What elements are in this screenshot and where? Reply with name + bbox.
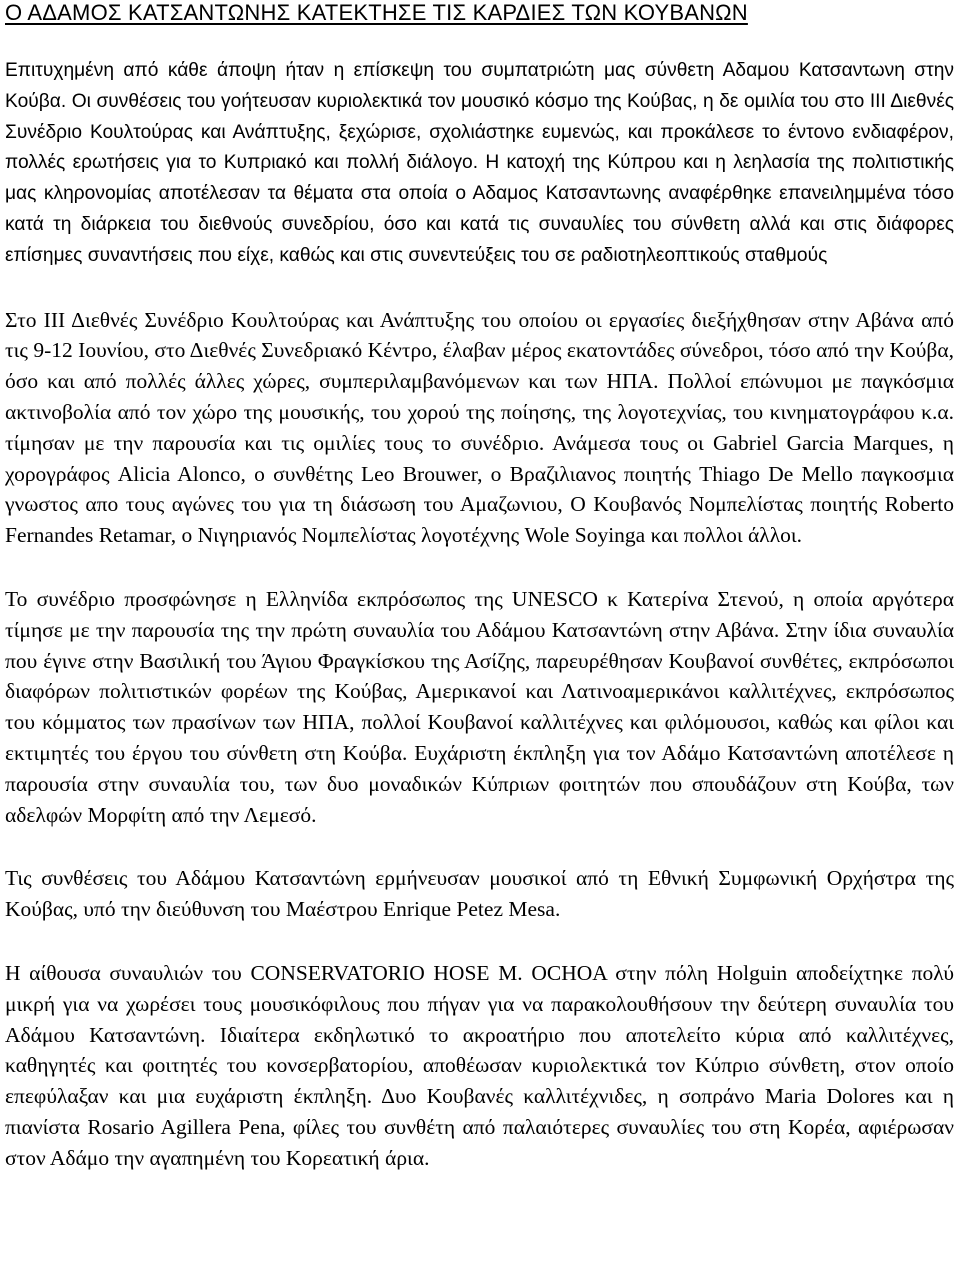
paragraph-second-concert: Η αίθουσα συναυλιών του CONSERVATORIO HOSE M. OCHOA στην πόλη Holguin αποδείχτηκε πολύ μικρή για να χωρέσει τους μουσικόφιλους που πήγαν για να παρακολουθήσουν την δεύτερη συναυλία του Αδάμου Κατσαντώνη. Ιδιαίτερα εκδηλωτικό το ακροατήριο που αποτελείτο κύρια από καλλιτέχνες, καθηγητές και φοιτητές του κονσερβατορίου, αποθέωσαν κυριολεκτικά τον Κύπριο σύνθετη, στον οποίο επεφύλαξαν και μια ευχάριστη έκπληξη. Δυο Κουβανές καλλιτέχνιδες, η σοπράνο Maria Dolores και η πιανίστα Rosario Agillera Pena, φίλες του συνθέτη από παλαιότερες συναυλίες του στη Κορέα, αφιέρωσαν στον Αδάμο την αγαπημένη του Κορεατική άρια. xyxy=(5,960,954,1170)
paragraph-visit-summary: Επιτυχημένη από κάθε άποψη ήταν η επίσκεψη του συμπατριώτη μας σύνθετη Αδαμου Κατσαντωνη στην Κούβα. Οι συνθέσεις του γοήτευσαν κυριολεκτικά τον μουσικό κόσμο της Κούβας, η δε ομιλία του στο ΙΙΙ Διεθνές Συνέδριο Κουλτούρας και Ανάπτυξης, ξεχώρισε, σχολιάστηκε ευμενώς, και προκάλεσε το έντονο ενδιαφέρον, πολλές ερωτήσεις για το Κυπριακό και πολλή διάλογο. Η κατοχή της Κύπρου και η λεηλασία της πολιτιστικής μας κληρονομίας αποτέλεσαν τα θέματα στα οποία ο Αδαμος Κατσαντωνης αναφέρθηκε επανειλημμένα τόσο κατά τη διάρκεια του διεθνούς συνεδρίου, όσο και κατά τις συναυλίες του σύνθετη αλλά και στις διάφορες επίσημες συναντήσεις που είχε, καθώς και στις συνεντεύξεις του σε ραδιοτηλεοπτικούς σταθμούς xyxy=(5,60,954,266)
paragraph-orchestra: Τις συνθέσεις του Αδάμου Κατσαντώνη ερμήνευσαν μουσικοί από τη Εθνική Συμφωνική Ορχήστρα της Κούβας, υπό την διεύθυνση του Μαέστρου Enrique Petez Mesa. xyxy=(5,866,954,922)
paragraph-congress: Στο ΙΙΙ Διεθνές Συνέδριο Κουλτούρας και Ανάπτυξης του οποίου οι εργασίες διεξήχθησαν στην Αβάνα από τις 9-12 Ιουνίου, στο Διεθνές Συνεδριακό Κέντρο, έλαβαν μέρος εκατοντάδες σύνεδροι, τόσο από την Κούβα, όσο και από πολλές άλλες χώρες, συμπεριλαμβανόμενων και των ΗΠΑ. Πολλοί επώνυμοι με παγκόσμια ακτινοβολία από τον χώρο της μουσικής, του χορού της ποίησης, της λογοτεχνίας, του κινηματογράφου κ.α. τίμησαν με την παρουσία και τις ομιλίες τους το συνέδριο. Ανάμεσα τους οι Gabriel Garcia Marques, η χορογράφος Alicia Alonco, ο συνθέτης Leo Brouwer, ο Βραζιλιανος ποιητής Thiago De Mello παγκοσμια γνωστος απο τους αγώνες του για τη διάσωση του Αμαζωνιου, Ο Κουβανός Νομπελίστας ποιητής Roberto Fernandes Retamar, ο Νιγηριανός Νομπελίστας λογοτέχνης Wole Soyinga και πολλοι άλλοι. xyxy=(5,307,954,548)
paragraph-first-concert: Το συνέδριο προσφώνησε η Ελληνίδα εκπρόσωπος της UNESCO κ Κατερίνα Στενού, η οποία αργότερα τίμησε με την παρουσία της την πρώτη συναυλία του Αδάμου Κατσαντώνη στην Αβάνα. Στην ίδια συναυλία που έγινε στην Βασιλική του Άγιου Φραγκίσκου της Ασίζης, παρευρέθησαν Κουβανοί συνθέτες, εκπρόσωποι διαφόρων πολιτιστικών φορέων της Κούβας, Αμερικανοί και Λατινοαμερικάνοι καλλιτέχνες, εκπρόσωπος του κόμματος των πρασίνων των ΗΠΑ, πολλοί Κουβανοί καλλιτέχνες και φιλόμουσοι, καθώς και φίλοι και εκτιμητές του έργου του σύνθετη στη Κούβα. Ευχάριστη έκπληξη για τον Αδάμο Κατσαντώνη αποτέλεσε η παρουσία στην συναυλία του, των δυο μοναδικών Κύπριων φοιτητών που σπουδάζουν στη Κούβα, των αδελφών Μορφίτη από την Λεμεσό. xyxy=(5,586,954,827)
document-title: Ο ΑΔΑΜΟΣ ΚΑΤΣΑΝΤΩΝΗΣ ΚΑΤΕΚΤΗΣΕ ΤΙΣ ΚΑΡΔΙΕΣ ΤΩΝ ΚΟΥΒΑΝΩΝ xyxy=(5,0,748,25)
